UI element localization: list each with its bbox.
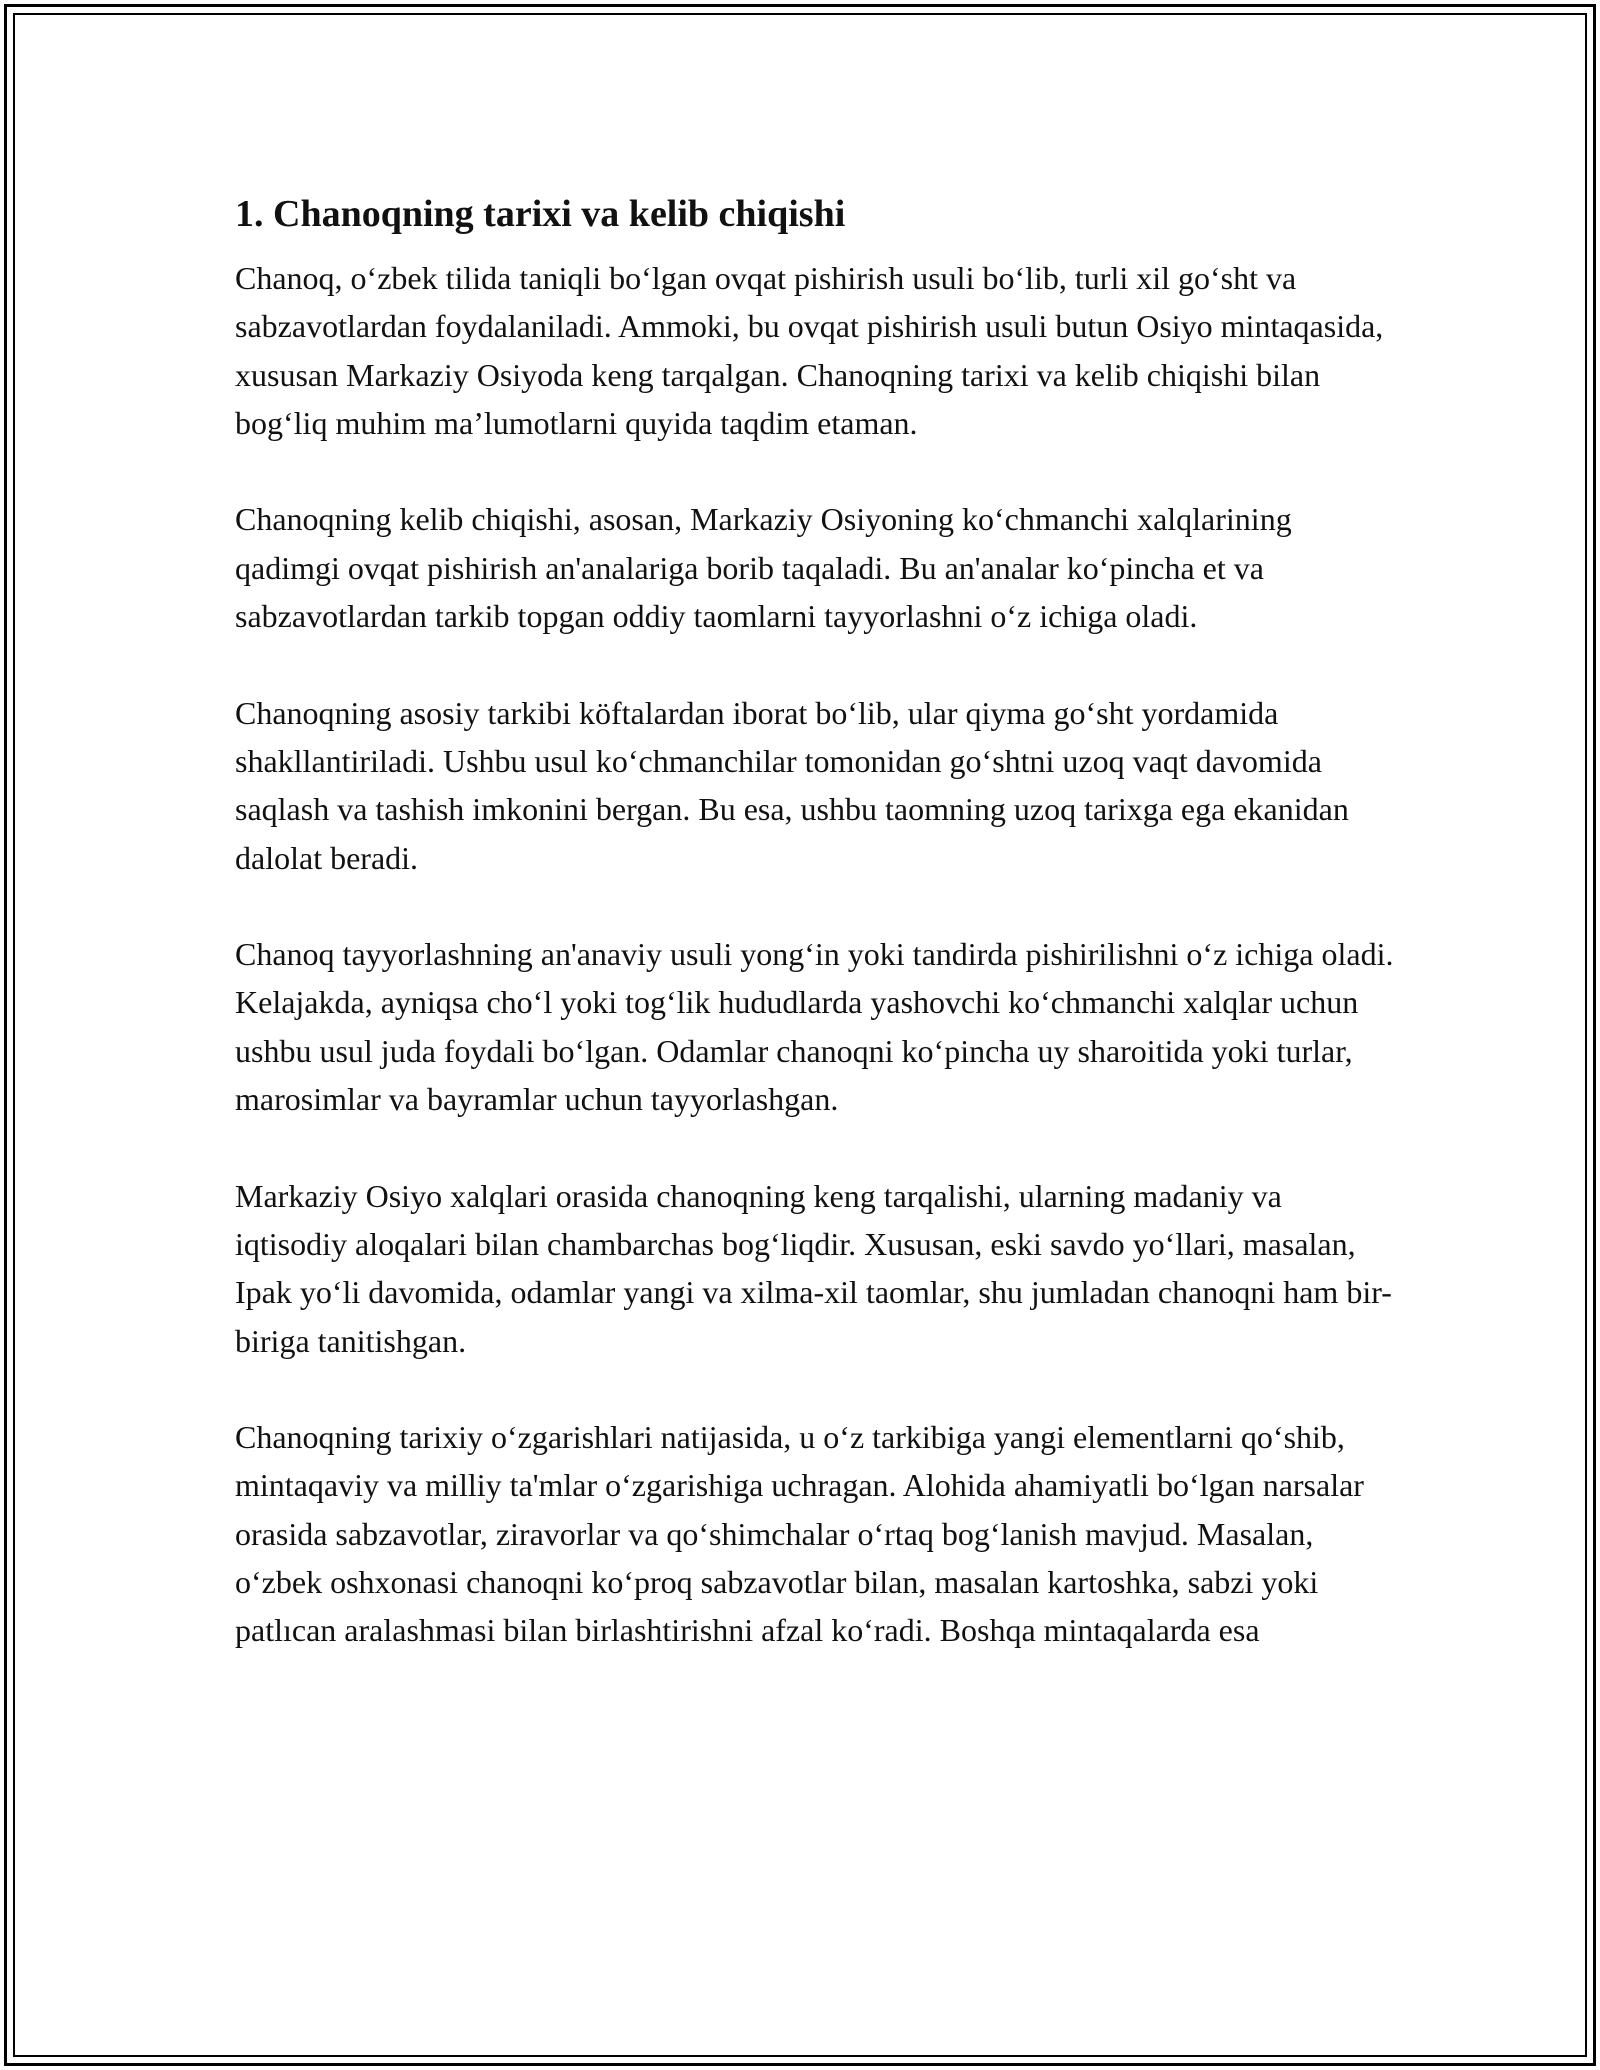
paragraph-1: Chanoq, o‘zbek tilida taniqli bo‘lgan ovqat pishirish usuli bo‘lib, turli xil go‘sht va sabzavotlardan foydalaniladi. Ammoki, bu ovqat pishirish usuli butun Osiyo mintaqasida, xususan Markaziy Osiyoda keng tarqalgan. Chanoqning tarixi va kelib chiqishi bilan bog‘liq muhim ma’lumotlarni quyida taqdim etaman.: [235, 260, 1384, 441]
paragraph-5: Markaziy Osiyo xalqlari orasida chanoqning keng tarqalishi, ularning madaniy va iqtisodiy aloqalari bilan chambarchas bog‘liqdir. Xususan, eski savdo yo‘llari, masalan, Ipak yo‘li davomida, odamlar yangi va xilma-xil taomlar, shu jumladan chanoqni ham bir-biriga tanitishgan.: [235, 1177, 1392, 1359]
paragraph-2: Chanoqning kelib chiqishi, asosan, Markaziy Osiyoning ko‘chmanchi xalqlarining qadimgi ovqat pishirish an'analariga borib taqaladi. Bu an'analar ko‘pincha et va sabzavotlardan tarkib topgan oddiy taomlarni tayyorlashni o‘z ichiga oladi.: [235, 501, 1292, 635]
section-heading: 1. Chanoqning tarixi va kelib chiqishi: [235, 193, 846, 235]
paragraph-6: Chanoqning tarixiy o‘zgarishlari natijasida, u o‘z tarkibiga yangi elementlarni qo‘shib, mintaqaviy va milliy ta'mlar o‘zgarishiga uchragan. Alohida ahamiyatli bo‘lgan narsalar orasida sabzavotlar, ziravorlar va qo‘shimchalar o‘rtaq bog‘lanish mavjud. Masalan, o‘zbek oshxonasi chanoqni ko‘proq sabzavotlar bilan, masalan kartoshka, sabzi yoki patlıcan aralashmasi bilan birlashtirishni afzal ko‘radi. Boshqa mintaqalarda esa: [235, 1419, 1364, 1649]
paragraph-4: Chanoq tayyorlashning an'anaviy usuli yong‘in yoki tandirda pishirilishni o‘z ichiga oladi. Kelajakda, ayniqsa cho‘l yoki tog‘lik hududlarda yashovchi ko‘chmanchi xalqlar uchun ushbu usul juda foydali bo‘lgan. Odamlar chanoqni ko‘pincha uy sharoitida yoki turlar, marosimlar va bayramlar uchun tayyorlashgan.: [235, 936, 1394, 1118]
document-body: [235, 184, 1395, 1655]
paragraph-3: Chanoqning asosiy tarkibi köftalardan iborat bo‘lib, ular qiyma go‘sht yordamida shakllantiriladi. Ushbu usul ko‘chmanchilar tomonidan go‘shtni uzoq vaqt davomida saqlash va tashish imkonini bergan. Bu esa, ushbu taomning uzoq tarixga ega ekanidan dalolat beradi.: [235, 694, 1349, 876]
